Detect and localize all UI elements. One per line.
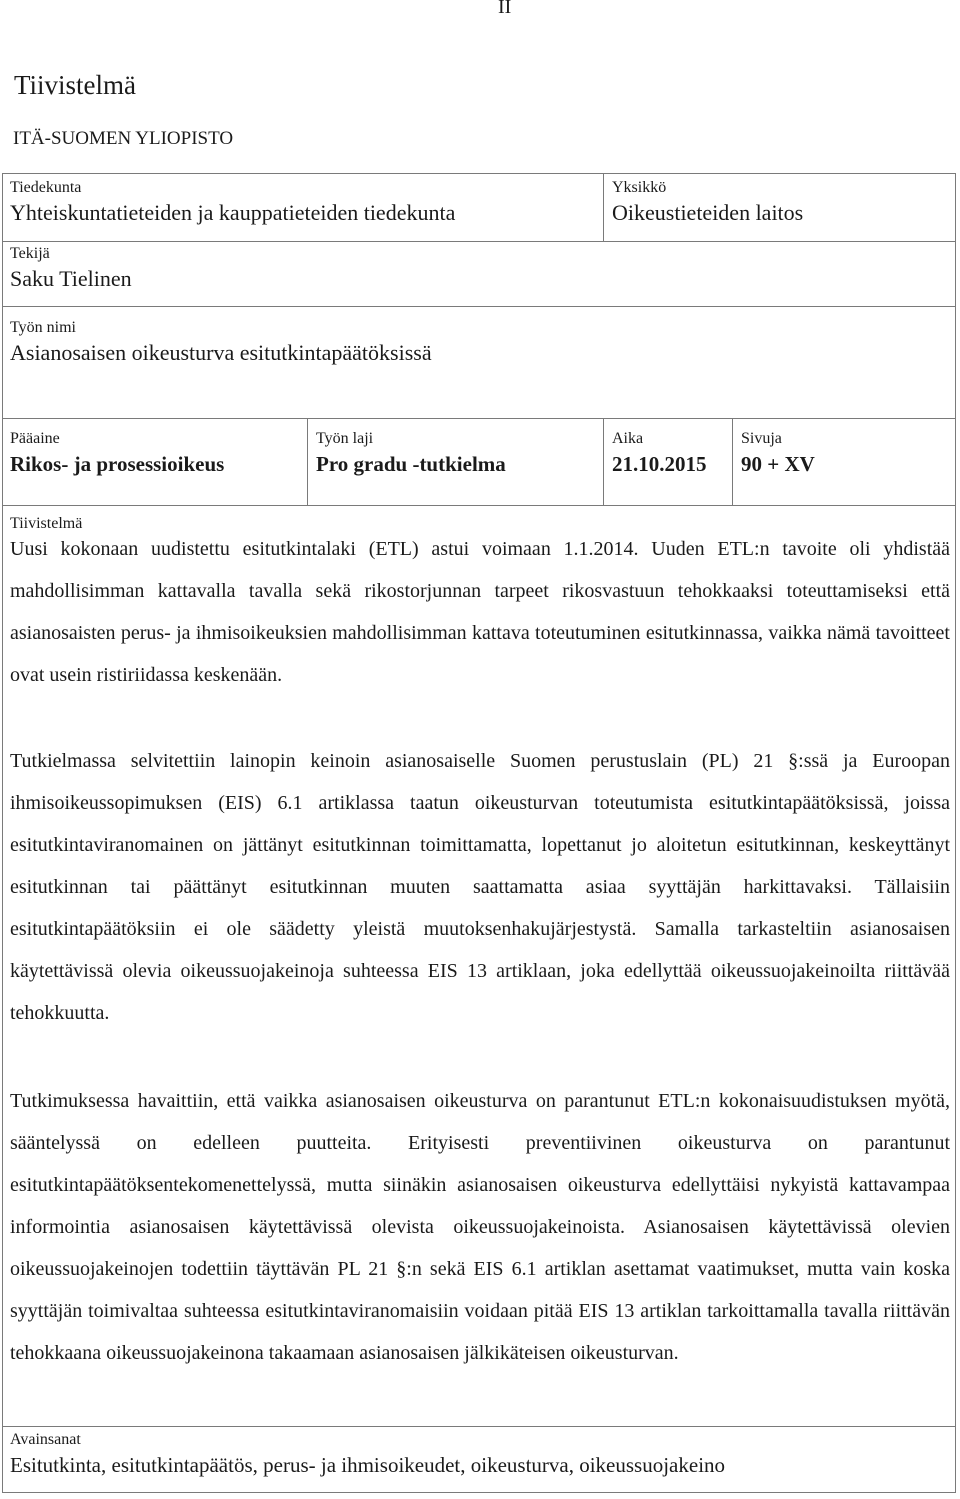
unit-label: Yksikkö — [612, 179, 667, 196]
column-divider — [732, 418, 733, 505]
abstract-label: Tiivistelmä — [10, 515, 83, 532]
author-value: Saku Tielinen — [10, 266, 132, 291]
major-label: Pääaine — [10, 430, 60, 447]
major-value: Rikos- ja prosessioikeus — [10, 452, 225, 476]
keywords-value: Esitutkinta, esitutkintapäätös, perus- ja ihmisoikeudet, oikeusturva, oikeussuojakeino — [10, 1453, 726, 1477]
keywords-label: Avainsanat — [10, 1431, 81, 1448]
work-type-value: Pro gradu -tutkielma — [316, 452, 506, 476]
work-type-cell — [316, 429, 506, 479]
abstract-paragraph: Uusi kokonaan uudistettu esitutkintalaki (ETL) astui voimaan 1.1.2014. Uuden ETL:n tavoite oli yhdistää mahdollisimman kattavalla tavalla sekä rikostorjunnan tarpeet rikosvastuun tehokkaaksi toteuttamiseksi että asianosaisten perus- ja ihmisoikeuksien mahdollisimman kattava toteutuminen esitutkinnassa, vaikka nämä tavoitteet ovat usein ristiriidassa keskenään. — [10, 538, 950, 686]
column-divider — [307, 418, 308, 505]
work-type-label: Työn laji — [316, 430, 374, 447]
major-cell — [10, 429, 224, 479]
page-title: Tiivistelmä — [14, 70, 137, 100]
keywords-cell — [10, 1430, 725, 1480]
author-cell — [10, 244, 132, 294]
work-title-cell — [10, 318, 432, 368]
unit-value: Oikeustieteiden laitos — [612, 200, 804, 225]
abstract-paragraph: Tutkielmassa selvitettiin lainopin keinoin asianosaiselle Suomen perustuslain (PL) 21 §:ssä ja Euroopan ihmisoikeussopimuksen (EIS) 6.1 artiklassa taatun oikeusturvan toteutumista esitutkintapäätöksissä, joissa esitutkintaviranomainen on jättänyt esitutkinnan toimittamatta, lopettanut jo aloitetun esitutkinnan, keskeyttänyt esitutkinnan tai päättänyt esitutkinnan muuten saattamatta asiaa syyttäjän harkittavaksi. Tällaisiin esitutkintapäätöksiin ei ole säädetty yleistä muutoksenhakujärjestystä. Samalla tarkasteltiin asianosaisen käytettävissä olevia oikeussuojakeinoja suhteessa EIS 13 artiklaan, joka edellyttää oikeussuojakeinoilta riittävää tehokkuutta. — [10, 750, 950, 1024]
work-title-value: Asianosaisen oikeusturva esitutkintapäätöksissä — [10, 340, 432, 365]
date-value: 21.10.2015 — [612, 452, 707, 476]
faculty-value: Yhteiskuntatieteiden ja kauppatieteiden tiedekunta — [10, 200, 456, 225]
row-divider — [2, 306, 956, 307]
author-label: Tekijä — [10, 245, 50, 262]
date-label: Aika — [612, 430, 644, 447]
row-divider — [2, 241, 956, 242]
page-number: II — [498, 0, 512, 18]
pages-label: Sivuja — [741, 430, 782, 447]
column-divider — [603, 418, 604, 505]
row-divider — [2, 418, 956, 419]
university-name: ITÄ-SUOMEN YLIOPISTO — [13, 128, 234, 149]
row-divider — [2, 1426, 956, 1427]
faculty-label: Tiedekunta — [10, 179, 82, 196]
abstract-paragraph: Tutkimuksessa havaittiin, että vaikka asianosaisen oikeusturva on parantunut ETL:n kokonaisuudistuksen myötä, sääntelyssä on edelleen puutteita. Erityisesti preventiivinen oikeusturva on parantunut esitutkintapäätöksentekomenettelyssä, mutta siinäkin asianosaisen oikeusturva edellyttäisi nykyistä kattavampaa informointia asianosaisen käytettävissä olevista oikeussuojakeinoista. Asianosaisen käytettävissä olevien oikeussuojakeinojen todettiin täyttävän PL 21 §:n sekä EIS 6.1 artiklan asettamat vaatimukset, mutta vain koska syyttäjän toimivaltaa suhteessa esitutkintaviranomaisiin voidaan pitää EIS 13 artiklan tarkoittamalla tavalla riittävän tehokkaana oikeussuojakeinona takaamaan asianosaisen jälkikäteisen oikeusturvan. — [10, 1090, 950, 1364]
column-divider — [603, 173, 604, 241]
pages-value: 90 + XV — [741, 452, 815, 476]
pages-cell — [741, 429, 815, 479]
row-divider — [2, 505, 956, 506]
work-title-label: Työn nimi — [10, 319, 76, 336]
date-cell — [612, 429, 707, 479]
unit-cell — [612, 178, 803, 228]
faculty-cell — [10, 178, 455, 228]
